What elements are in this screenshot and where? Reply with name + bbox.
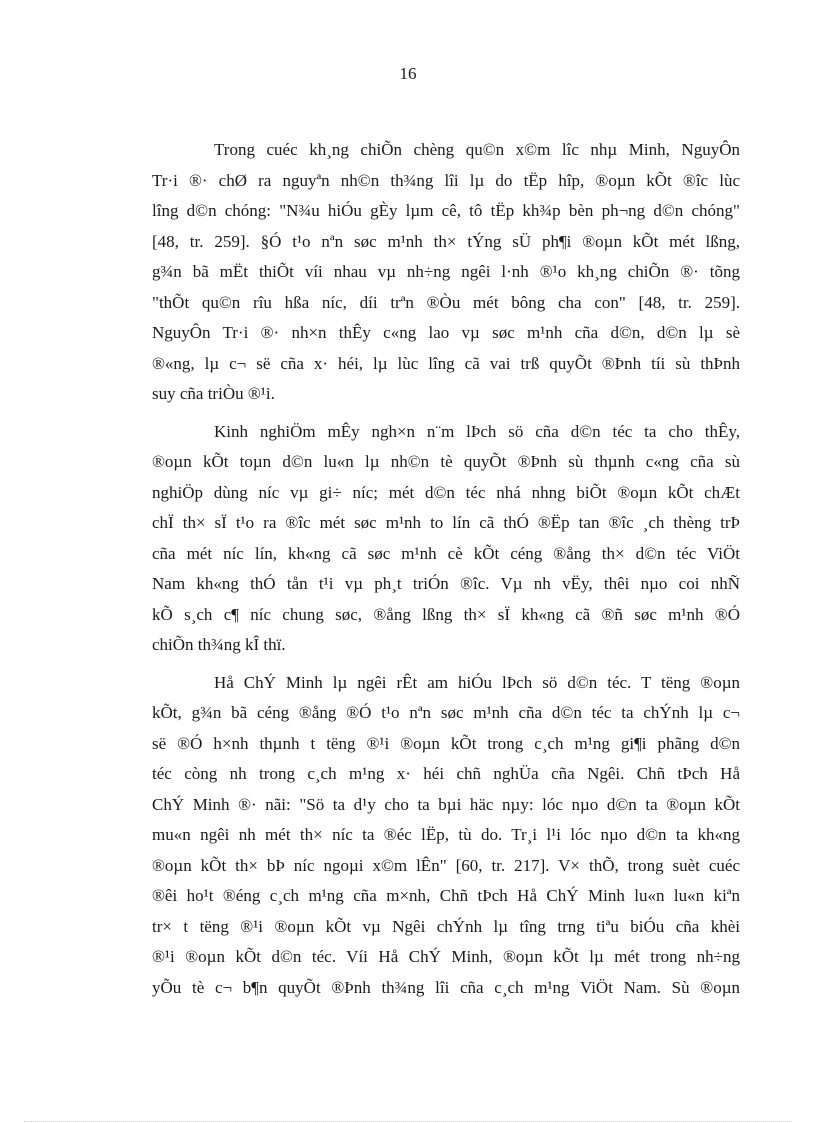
text-line: téc còng nh trong c¸ch m¹ng x· héi chñ nghÜa cña Ngêi. Chñ tÞch Hå [152, 764, 740, 783]
text-line: ®êi ho¹t ®éng c¸ch m¹ng cña m×nh, Chñ tÞch Hå ChÝ Minh lu«n lu«n kiªn [152, 886, 740, 905]
text-line: së ®Ó h×nh thµnh t tëng ®¹i ®oµn kÕt trong c¸ch m¹ng gi¶i phãng d©n [152, 733, 740, 753]
page-bottom-divider [24, 1121, 792, 1122]
text-line: ®oµn kÕt th× bÞ níc ngoµi x©m lÊn" [60, tr. 217]. V× thÕ, trong suèt cuéc [152, 855, 740, 875]
text-line: Hå ChÝ Minh lµ ngêi rÊt am hiÓu lÞch sö d©n téc. T tëng ®oµn [214, 672, 740, 692]
paragraph-2 [152, 417, 740, 661]
text-line: ®oµn kÕt toµn d©n lu«n lµ nh©n tè quyÕt ®Þnh sù thµnh c«ng cña sù [152, 452, 740, 471]
text-line: chÏ th× sÏ t¹o ra ®îc mét søc m¹nh to lín cã thÓ ®Ëp tan ®îc ¸ch thèng trÞ [152, 513, 740, 532]
text-line: kÕ s¸ch c¶ níc chung søc, ®ång lßng th× sÏ kh«ng cã ®ñ søc m¹nh ®Ó [152, 604, 740, 624]
paragraph-1 [152, 135, 740, 410]
text-line: suy cña triÒu ®¹i. [152, 384, 275, 403]
text-line: lîng d©n chóng: "N¾u hiÓu gÈy lµm cê, tô tËp kh¾p bèn ph¬ng d©n chóng" [152, 201, 740, 220]
text-line: Trong cuéc kh¸ng chiÕn chèng qu©n x©m lîc nhµ Minh, NguyÔn [214, 140, 740, 159]
text-line: "thÕt qu©n rîu hßa níc, díi trªn ®Òu mét bông cha con" [48, tr. 259]. [152, 292, 740, 312]
text-line: ®«ng, lµ c¬ së cña x· héi, lµ lùc lîng cã vai trß quyÕt ®Þnh tíi sù thÞnh [152, 353, 740, 373]
text-line: g¾n bã mËt thiÕt víi nhau vµ nh÷ng ngêi l·nh ®¹o kh¸ng chiÕn ®· tõng [152, 262, 740, 281]
text-line: kÕt, g¾n bã céng ®ång ®Ó t¹o nªn søc m¹nh cña d©n téc ta chÝnh lµ c¬ [152, 703, 740, 722]
text-line: Kinh nghiÖm mÊy ngh×n n¨m lÞch sö cña d©n téc ta cho thÊy, [214, 421, 740, 441]
text-line: chiÕn th¾ng kÎ thï. [152, 635, 286, 654]
text-line: yÕu tè c¬ b¶n quyÕt ®Þnh th¾ng lîi cña c¸ch m¹ng ViÖt Nam. Sù ®oµn [152, 977, 740, 997]
text-line: ®¹i ®oµn kÕt d©n téc. Víi Hå ChÝ Minh, ®oµn kÕt lµ mét trong nh÷ng [152, 947, 740, 966]
text-line: [48, tr. 259]. §Ó t¹o nªn søc m¹nh th× tÝng sÜ ph¶i ®oµn kÕt mét lßng, [152, 231, 740, 251]
text-line: mu«n ngêi nh mét th× níc ta ®éc lËp, tù do. Tr¸i l¹i lóc nµo d©n ta kh«ng [152, 825, 740, 844]
body-text [152, 135, 740, 1010]
text-line: ChÝ Minh ®· nãi: "Sö ta d¹y cho ta bµi häc nµy: lóc nµo d©n ta ®oµn kÕt [152, 794, 740, 814]
text-line: Tr·i ®· chØ ra nguyªn nh©n th¾ng lîi lµ do tËp hîp, ®oµn kÕt ®îc lùc [152, 170, 740, 190]
text-line: Nam kh«ng thÓ tån t¹i vµ ph¸t triÓn ®îc. Vµ nh vËy, thêi nµo coi nhÑ [152, 574, 740, 593]
paragraph-3 [152, 668, 740, 1004]
text-line: cña mét níc lín, kh«ng cã søc m¹nh cè kÕt céng ®ång th× d©n téc ViÖt [152, 543, 740, 563]
text-line: nghiÖp dùng níc vµ gi÷ níc; mét d©n téc nhá nhng biÕt ®oµn kÕt chÆt [152, 482, 740, 502]
text-line: NguyÔn Tr·i ®· nh×n thÊy c«ng lao vµ søc m¹nh cña d©n, d©n lµ sè [152, 323, 740, 342]
text-line: tr× t tëng ®¹i ®oµn kÕt vµ Ngêi chÝnh lµ tîng trng tiªu biÓu cña khèi [152, 916, 740, 936]
page-number: 16 [399, 64, 417, 83]
